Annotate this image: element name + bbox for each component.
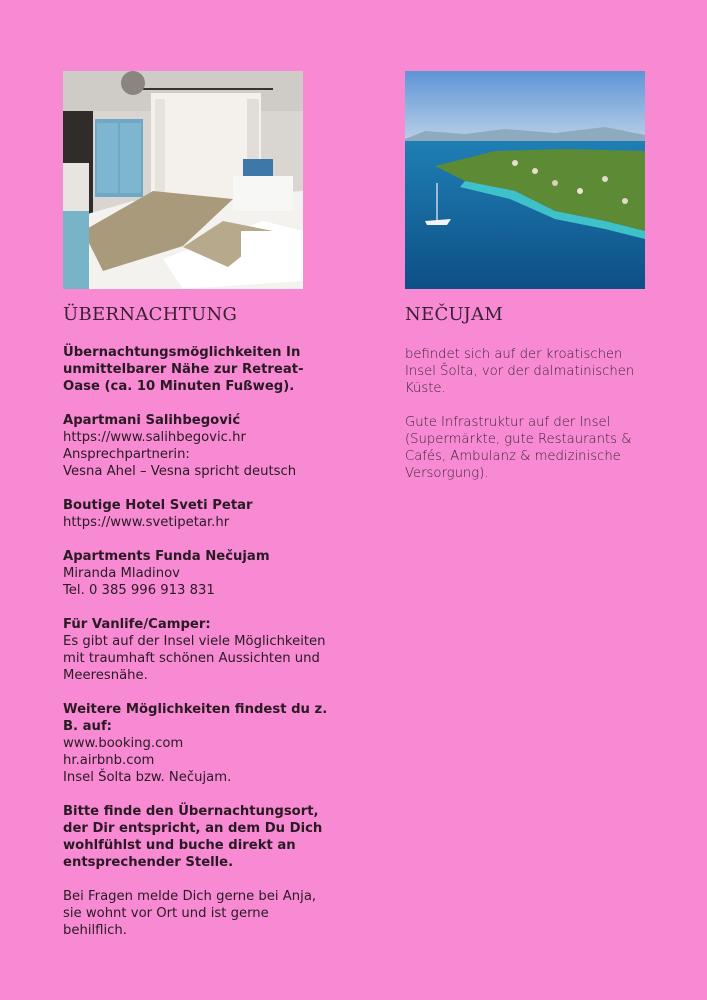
vanlife-text: Es gibt auf der Insel viele Möglichkeiten mit traumhaft schönen Aussichten und Meeresnähe. bbox=[63, 634, 326, 683]
intro-text: Übernachtungsmöglichkeiten In unmittelbarer Nähe zur Retreat-Oase (ca. 10 Minuten Fußweg). bbox=[63, 345, 304, 394]
apartmani-name: Apartmani Salihbegović bbox=[63, 413, 241, 428]
infrastructure-text: Gute Infrastruktur auf der Insel (Supermärkte, gute Restaurants & Cafés, Ambulanz & medizinische Versorgung). bbox=[405, 415, 632, 481]
boutique-block bbox=[63, 497, 333, 531]
funda-phone: Tel. 0 385 996 913 831 bbox=[63, 583, 215, 598]
questions-block bbox=[63, 888, 333, 939]
accommodation-column bbox=[63, 344, 333, 956]
boutique-name: Boutige Hotel Sveti Petar bbox=[63, 498, 253, 513]
necujam-column bbox=[405, 346, 655, 499]
notice-text: Bitte finde den Übernachtungsort, der Dir entspricht, an dem Du Dich wohlfühlst und buche direkt an entsprechender Stelle. bbox=[63, 804, 323, 870]
necujam-intro: befindet sich auf der kroatischen Insel Šolta, vor der dalmatinischen Küste. bbox=[405, 347, 635, 396]
necujam-intro-block bbox=[405, 346, 655, 397]
hotel-room-photo bbox=[63, 71, 303, 289]
vanlife-block bbox=[63, 616, 333, 684]
section-title-necujam: NEČUJAM bbox=[405, 304, 504, 325]
apartmani-block bbox=[63, 412, 333, 480]
apartmani-contact: Vesna Ahel – Vesna spricht deutsch bbox=[63, 464, 297, 479]
island-aerial-photo bbox=[405, 71, 645, 289]
further-options-block bbox=[63, 701, 333, 786]
airbnb-link[interactable]: hr.airbnb.com bbox=[63, 753, 155, 768]
further-options-title: Weitere Möglichkeiten findest du z. B. auf: bbox=[63, 702, 328, 734]
boutique-url-link[interactable]: https://www.svetipetar.hr bbox=[63, 515, 230, 530]
location-text: Insel Šolta bzw. Nečujam. bbox=[63, 770, 232, 785]
funda-block bbox=[63, 548, 333, 599]
intro-block bbox=[63, 344, 333, 395]
apartmani-contact-label: Ansprechpartnerin: bbox=[63, 447, 190, 462]
infrastructure-block bbox=[405, 414, 655, 482]
funda-person: Miranda Mladinov bbox=[63, 566, 180, 581]
section-title-uebernachtung: ÜBERNACHTUNG bbox=[63, 304, 238, 325]
vanlife-title: Für Vanlife/Camper: bbox=[63, 617, 211, 632]
funda-name: Apartments Funda Nečujam bbox=[63, 549, 270, 564]
questions-text: Bei Fragen melde Dich gerne bei Anja, sie wohnt vor Ort und ist gerne behilflich. bbox=[63, 889, 317, 938]
apartmani-url-link[interactable]: https://www.salihbegovic.hr bbox=[63, 430, 246, 445]
notice-block bbox=[63, 803, 333, 871]
booking-link[interactable]: www.booking.com bbox=[63, 736, 184, 751]
